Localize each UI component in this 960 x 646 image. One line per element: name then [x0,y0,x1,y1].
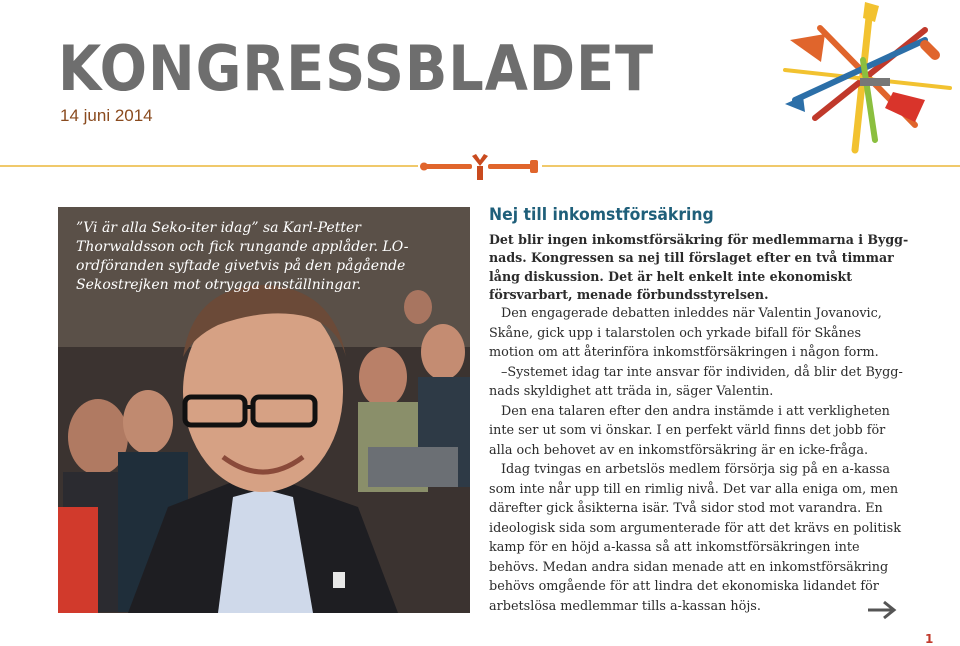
crossed-tools-logo [775,0,960,160]
article-paragraph: Idag tvingas en arbetslös medlem försörja sig på en a-kassa som inte når upp till en rimlig nivå. Det var alla eniga om, men därefter gick åsikterna isär. Två sidor stod mot varandra. En ideologisk sida som argumenterade för att det krävs en politisk kamp för en höjd a-kassa så att inkomstförsäkringen inte behövs. Medan andra sidan menade att en inkomstförsäkring behövs omgående för att lindra det ekonomiska lidandet för arbetslösa medlemmar tills a-kassan höjs. [489,462,901,614]
header-rule-left [0,165,418,167]
header-rule-right [542,165,960,167]
arrow-right-icon[interactable] [866,600,898,620]
article-paragraph: Den ena talaren efter den andra instämde i att verkligheten inte ser ut som vi önskar. I en perfekt värld finns det jobb för alla och behovet av en inkomstförsäkring är en icke-fråga. [489,403,890,458]
article-paragraph: –Systemet idag tar inte ansvar för individen, då blir det Byggnads skyldighet att träda in, säger Valentin. [489,364,903,400]
feature-photo [58,207,470,613]
page-number: 1 [925,632,934,646]
article-headline: Nej till inkomstförsäkring [489,205,714,225]
masthead-title: KONGRESSBLADET [58,32,654,105]
photo-caption: ”Vi är alla Seko-iter idag” sa Karl-Petter Thorwaldsson och fick rungande applåder. LO-ordföranden syftade givetvis på den pågående Sekostrejken mot otrygga anställningar. [76,220,409,293]
issue-date: 14 juni 2014 [60,106,153,125]
article-body [489,304,909,616]
article-paragraph: Den engagerade debatten inleddes när Valentin Jovanovic, Skåne, gick upp i talarstolen och yrkade bifall för Skånes motion om att återinföra inkomstförsäkringen i någon form. [489,306,882,361]
article [489,205,909,616]
wrench-hammer-divider-icon [418,150,542,182]
article-lead: Det blir ingen inkomstförsäkring för medlemmarna i Byggnads. Kongressen sa nej till förslaget efter en två timmar lång diskussion. Det är helt enkelt inte ekonomiskt försvarbart, menade förbundsstyrelsen. [489,232,909,302]
